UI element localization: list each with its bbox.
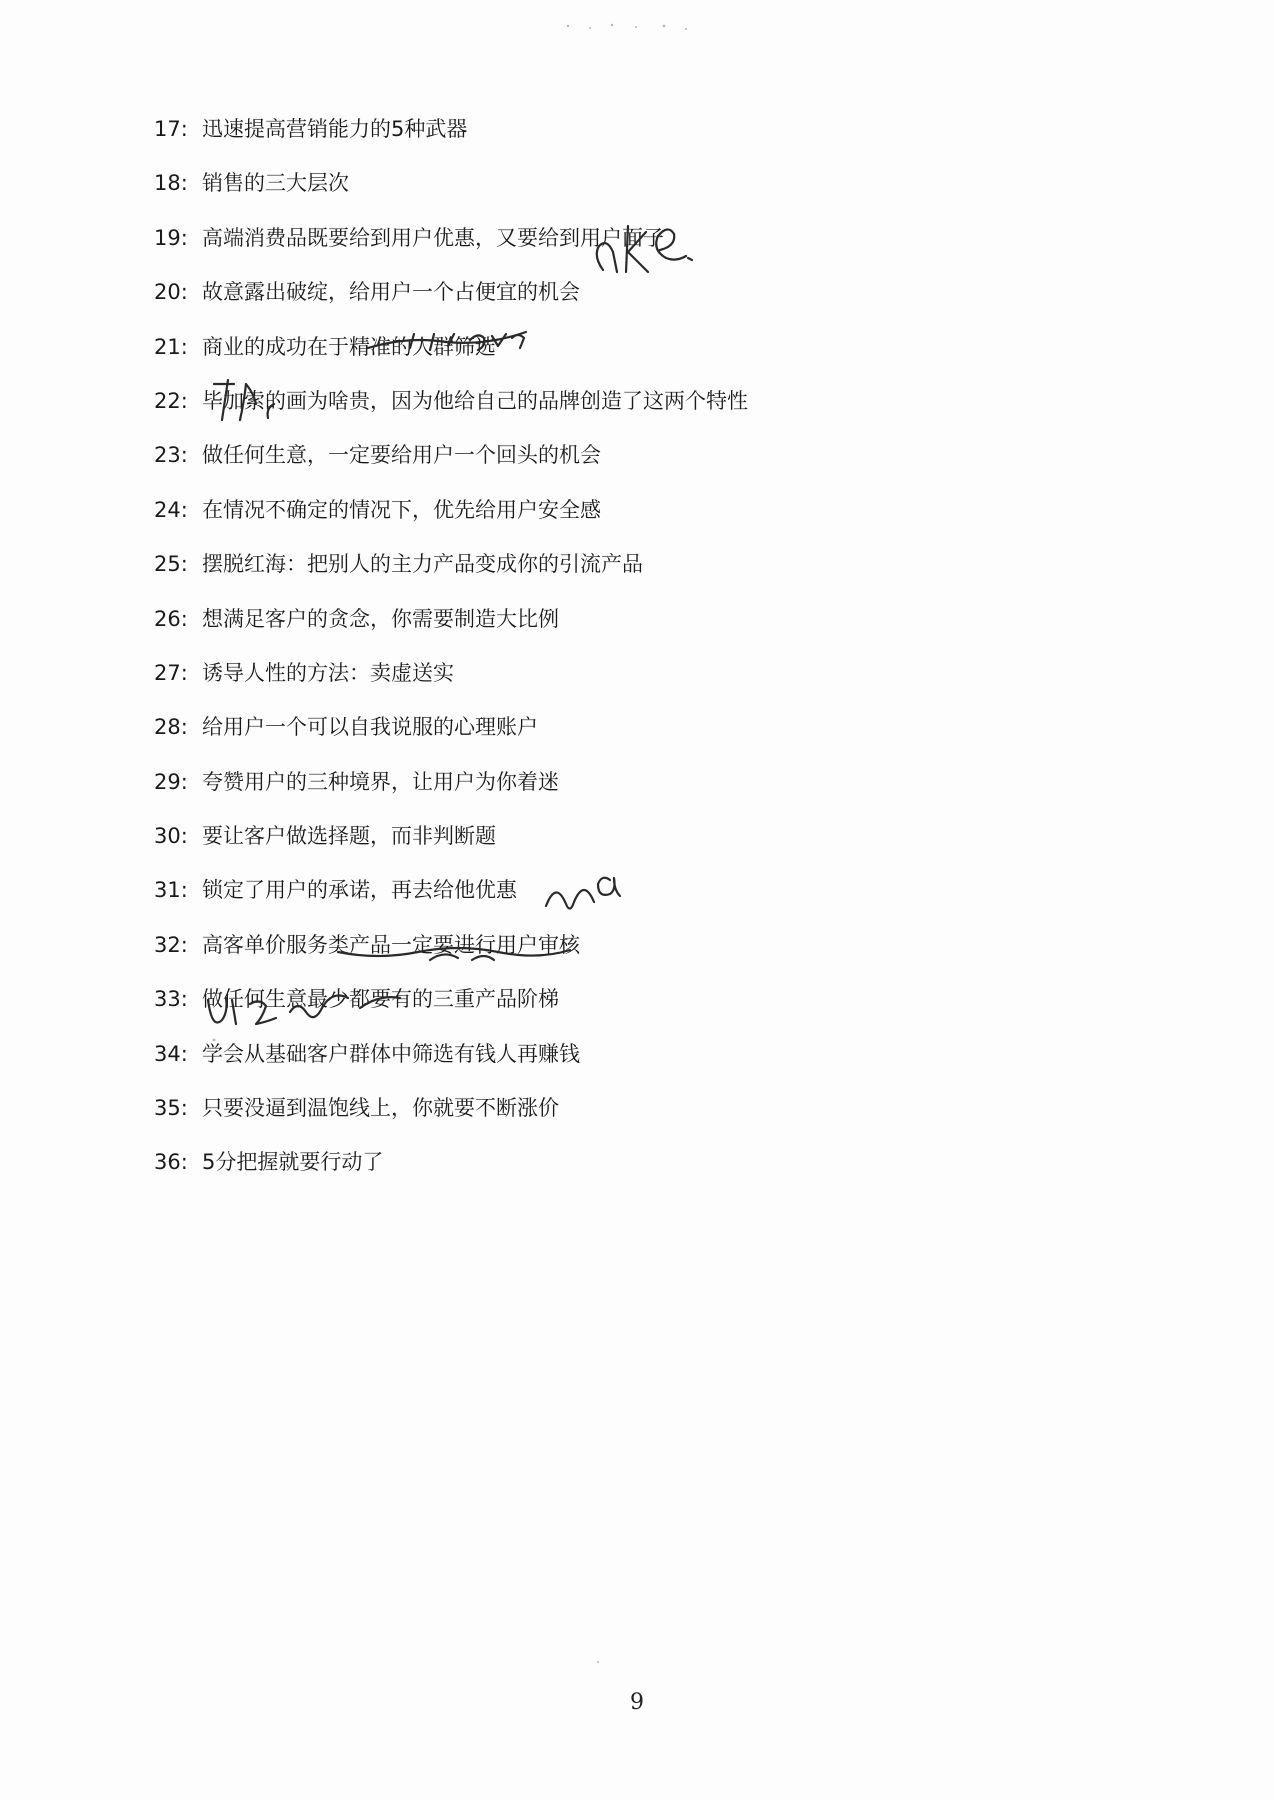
item-text: 高端消费品既要给到用户优惠，又要给到用户面子 <box>202 225 664 250</box>
item-text: 给用户一个可以自我说服的心理账户 <box>202 715 538 740</box>
list-item <box>154 928 748 982</box>
item-text: 只要没逼到温饱线上，你就要不断涨价 <box>202 1096 559 1121</box>
item-text: 锁定了用户的承诺，再去给他优惠 <box>202 878 517 903</box>
list-item <box>154 275 748 329</box>
list-item <box>154 493 748 547</box>
list-item <box>154 330 748 384</box>
item-number: 17: <box>154 117 188 141</box>
list-item <box>154 602 748 656</box>
item-text: 在情况不确定的情况下，优先给用户安全感 <box>202 497 601 522</box>
item-number: 26: <box>154 606 188 631</box>
item-text: 迅速提高营销能力的5种武器 <box>202 117 468 141</box>
list-item <box>154 1145 748 1199</box>
item-number: 19: <box>154 225 188 250</box>
list-item <box>154 384 748 438</box>
list-item <box>154 873 748 927</box>
item-number: 27: <box>154 660 188 685</box>
item-number: 20: <box>154 280 188 305</box>
list-item <box>154 982 748 1036</box>
page-number: 9 <box>630 1690 644 1715</box>
item-text: 高客单价服务类产品一定要进行用户审核 <box>202 932 580 957</box>
item-number: 18: <box>154 171 188 196</box>
item-text: 毕加索的画为啥贵，因为他给自己的品牌创造了这两个特性 <box>202 388 748 413</box>
numbered-list <box>154 112 748 1200</box>
item-number: 24: <box>154 497 188 522</box>
item-number: 23: <box>154 443 188 468</box>
item-text: 做任何生意最少都要有的三重产品阶梯 <box>202 987 559 1012</box>
item-number: 22: <box>154 388 188 413</box>
item-text: 想满足客户的贪念，你需要制造大比例 <box>202 606 559 631</box>
list-item <box>154 1037 748 1091</box>
item-number: 21: <box>154 334 188 359</box>
list-item <box>154 656 748 710</box>
list-item <box>154 1091 748 1145</box>
list-item <box>154 166 748 220</box>
item-number: 36: <box>154 1150 188 1175</box>
list-item <box>154 710 748 764</box>
list-item <box>154 765 748 819</box>
item-text: 商业的成功在于精准的人群筛选 <box>202 334 496 359</box>
item-number: 33: <box>154 987 188 1012</box>
item-number: 35: <box>154 1096 188 1121</box>
item-text: 夸赞用户的三种境界，让用户为你着迷 <box>202 769 559 794</box>
item-text: 摆脱红海：把别人的主力产品变成你的引流产品 <box>202 552 643 577</box>
item-number: 25: <box>154 552 188 577</box>
item-number: 29: <box>154 769 188 794</box>
item-text: 5分把握就要行动了 <box>202 1150 384 1175</box>
item-text: 销售的三大层次 <box>202 171 349 196</box>
item-number: 34: <box>154 1041 188 1066</box>
item-text: 要让客户做选择题，而非判断题 <box>202 824 496 849</box>
item-number: 31: <box>154 878 188 903</box>
item-text: 诱导人性的方法：卖虚送实 <box>202 660 454 685</box>
list-item <box>154 438 748 492</box>
list-item <box>154 819 748 873</box>
list-item <box>154 221 748 275</box>
item-number: 28: <box>154 715 188 740</box>
item-number: 30: <box>154 824 188 849</box>
item-text: 做任何生意，一定要给用户一个回头的机会 <box>202 443 601 468</box>
list-item <box>154 547 748 601</box>
item-number: 32: <box>154 932 188 957</box>
item-text: 学会从基础客户群体中筛选有钱人再赚钱 <box>202 1041 580 1066</box>
list-item <box>154 112 748 166</box>
item-text: 故意露出破绽，给用户一个占便宜的机会 <box>202 280 580 305</box>
